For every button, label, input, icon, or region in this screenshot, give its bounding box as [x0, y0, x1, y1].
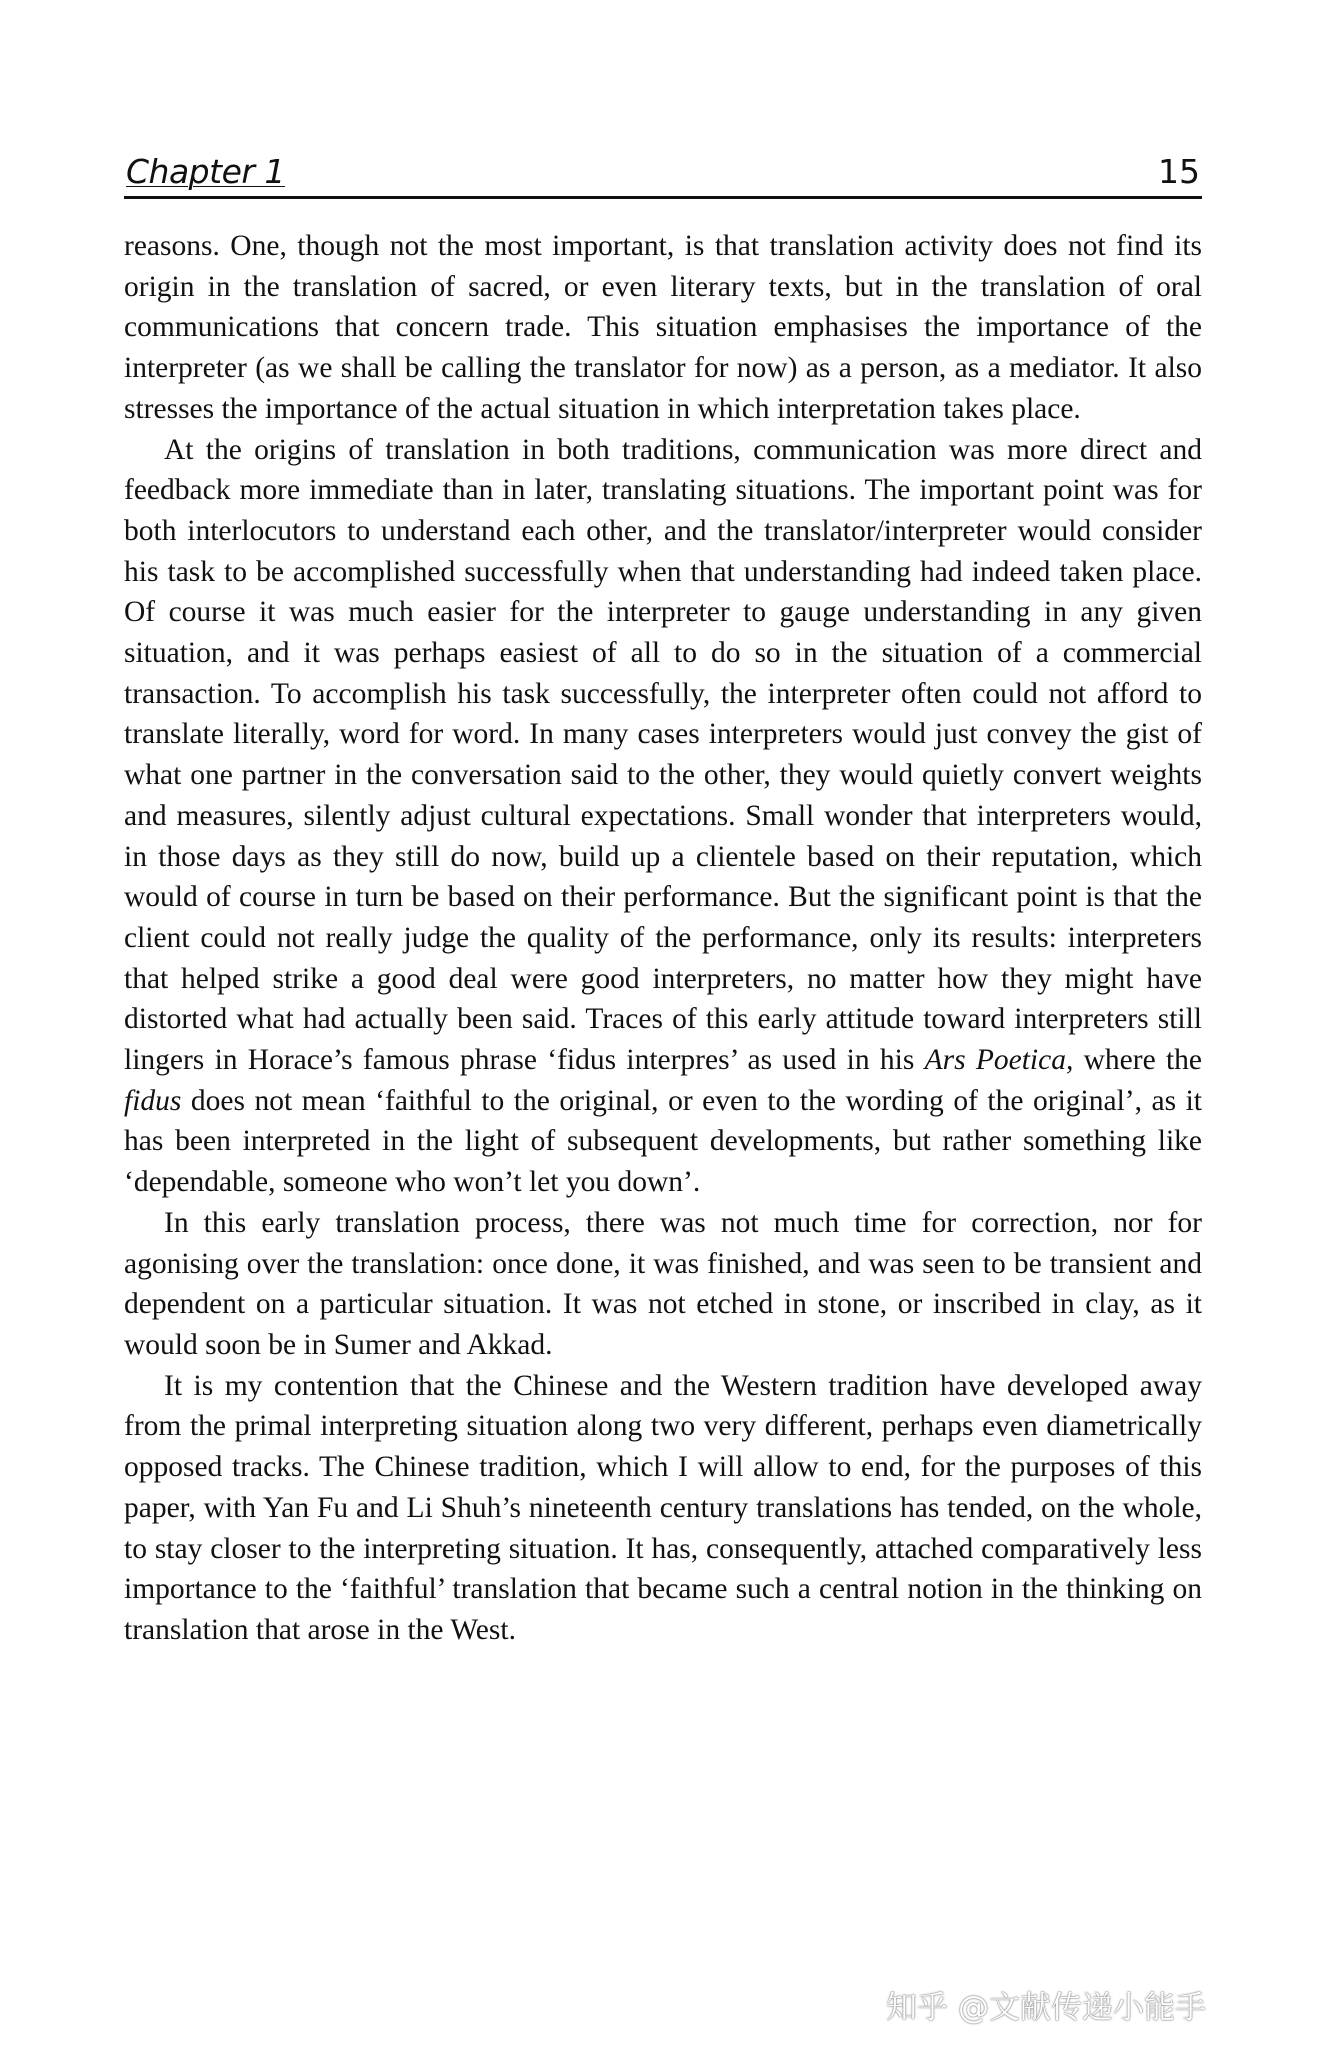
paragraph [124, 1366, 1202, 1651]
italic-term: fidus [124, 1084, 182, 1117]
running-header [124, 150, 1202, 199]
paragraph [124, 226, 1202, 430]
text-segment: reasons. One, though not the most important, is that translation activity does not find its origin in the translation of sacred, or even literary texts, but in the translation of oral communications that concern trade. This situation emphasises the importance of the interpreter (as we shall be calling the translator for now) as a person, as a mediator. It also stresses the importance of the actual situation in which interpretation takes place. [124, 230, 1202, 425]
text-segment: At the origins of translation in both traditions, communication was more direct and feedback more immediate than in later, translating situations. The important point was for both interlocutors to understand each other, and the translator/interpreter would consider his task to be accomplished successfully when that understanding had indeed taken place. Of course it was much easier for the interpreter to gauge understanding in any given situation, and it was perhaps easiest of all to do so in the situation of a commercial transaction. To accomplish his task successfully, the interpreter often could not afford to translate literally, word for word. In many cases interpreters would just convey the gist of what one partner in the conversation said to the other, they would quietly convert weights and measures, silently adjust cultural expectations. Small wonder that interpreters would, in those days as they still do now, build up a clientele based on their reputation, which would of course in turn be based on their performance. But the significant point is that the client could not really judge the quality of the performance, only its results: interpreters that helped strike a good deal were good interpreters, no matter how they might have distorted what had actually been said. Traces of this early attitude toward interpreters still lingers in Horace’s famous phrase ‘fidus interpres’ as used in his [124, 433, 1202, 1077]
watermark-site: 知乎 [886, 1990, 948, 2026]
chapter-label: Chapter 1 [126, 152, 285, 191]
paragraph [124, 430, 1202, 1203]
italic-title: Ars Poetica, [924, 1044, 1074, 1077]
watermark-handle: @文献传递小能手 [958, 1990, 1206, 2026]
watermark [886, 1982, 1206, 2027]
text-segment: does not mean ‘faithful to the original, or even to the wording of the original’, as it has been interpreted in the light of subsequent developments, but rather something like ‘dependable, someone who won’t let you down’. [124, 1084, 1202, 1199]
paragraph [124, 1203, 1202, 1366]
text-segment: where the [1073, 1044, 1202, 1077]
text-segment: It is my contention that the Chinese and the Western tradition have developed away from the primal interpreting situation along two very different, perhaps even diametrically opposed tracks. The Chinese tradition, which I will allow to end, for the purposes of this paper, with Yan Fu and Li Shuh’s nineteenth century translations has tended, on the whole, to stay closer to the interpreting situation. It has, consequently, attached comparatively less importance to the ‘faithful’ translation that became such a central notion in the thinking on translation that arose in the West. [124, 1369, 1202, 1646]
body-text [124, 226, 1202, 1651]
page-number: 15 [1158, 152, 1200, 191]
text-segment: In this early translation process, there was not much time for correction, nor for agonising over the translation: once done, it was finished, and was seen to be transient and dependent on a particular situation. It was not etched in stone, or inscribed in clay, as it would soon be in Sumer and Akkad. [124, 1206, 1202, 1361]
